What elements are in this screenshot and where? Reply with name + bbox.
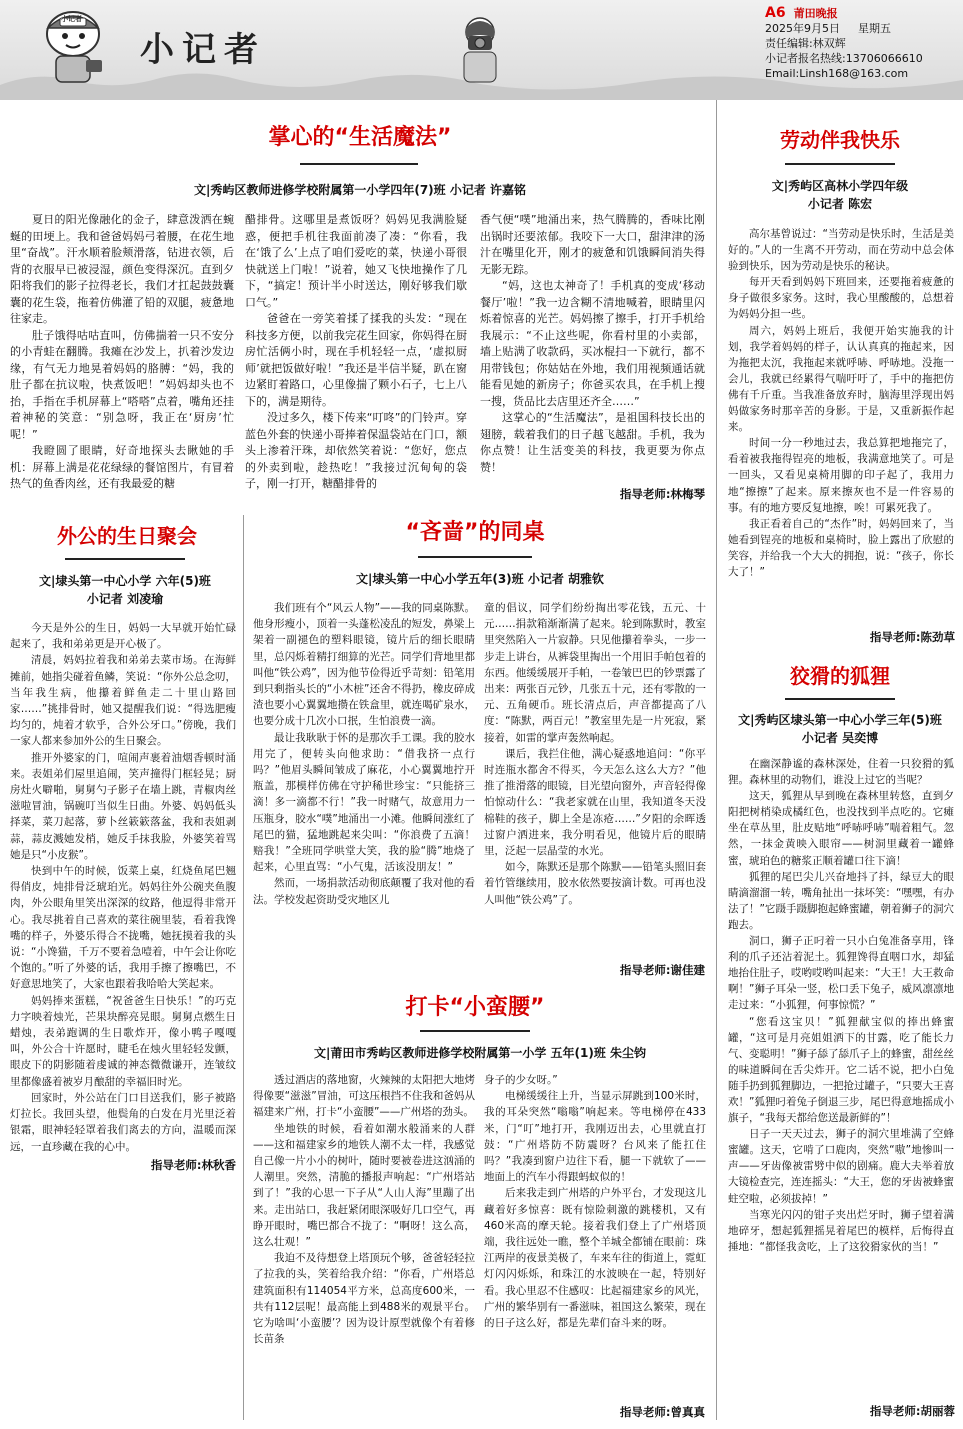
byline-school: 文|埭头第一中心小学 六年(5)班 [39, 574, 211, 588]
article-byline: 文|秀屿区教师进修学校附属第一小学四年(7)班 小记者 许嘉铭 [193, 183, 527, 197]
article-byline [722, 177, 958, 213]
paragraph: 清晨，妈妈拉着我和弟弟去菜市场。在海鲜摊前，她指尖碰着鱼鳞，笑说：“你外公总念叨，当年我生病，他攥着鲜鱼走二十里山路回家……”挑排骨时，她又提醒我们说：“得选肥瘦均匀的，炖着才软乎，合外公牙口。”傍晚，我们一家人都来参加外公的生日聚会。 [10, 654, 236, 748]
hotline: 小记者报名热线:13706066610 [765, 52, 923, 65]
article-column [10, 212, 234, 502]
byline-author: 小记者 陈宏 [807, 197, 873, 211]
paragraph: 这掌心的“生活魔法”，是祖国科技长出的翅膀，载着我们的日子越飞越甜。手机，我为你点赞！让生活变美的科技，我更要为你点赞！ [480, 411, 705, 474]
title-rule [785, 698, 895, 700]
guide-teacher: 指导老师:胡丽蓉 [869, 1404, 955, 1418]
paragraph: 我瞪圆了眼睛，好奇地探头去瞅她的手机：屏幕上满是花花绿绿的餐馆图片，有冒着热气的鱼香肉丝，还有我最爱的糖 [10, 444, 234, 490]
article-column [10, 620, 236, 1420]
article-column [484, 1072, 706, 1402]
paragraph: 每开天看到妈妈下班回来，还要拖着疲惫的身子做很多家务。这时，我心里酸酸的，总想着为妈妈分担一些。 [728, 276, 954, 321]
paragraph: 洞口，狮子正叼着一只小白兔准备享用，锋利的爪子还沾着泥土。狐狸馋得直咽口水，却猛地抬住肚子，哎哟哎哟叫起来：“大王！大王救命啊！”狮子耳朵一竖，松口丢下兔子，威风凛凛地走过来：“小狐狸，何事惊慌？” [728, 935, 954, 1012]
title-rule [785, 163, 895, 165]
title-rule [300, 163, 418, 165]
paragraph: 我正看着自己的“杰作”时，妈妈回来了，当她看到锃亮的地板和桌椅时，脸上露出了欣慰的笑容，并给我一个大大的拥抱，说：“孩子，你长大了！” [728, 517, 954, 578]
paragraph: 香气便“噗”地涌出来，热气腾腾的，香味比刚出锅时还要浓郁。我咬下一大口，甜津津的汤汁在嘴里化开，刚才的疲惫和饥饿瞬间消失得无影无踪。 [480, 213, 705, 276]
photographer-girl-illustration [450, 14, 510, 86]
mascot-badge: 小记者 [61, 15, 82, 23]
paragraph: 后来我走到广州塔的户外平台，才发现这儿藏着好多惊喜：既有惊险刺激的跳楼机，又有460米高的摩天轮。接着我们登上了广州塔顶端，我往远处一瞧，整个羊城全都铺在眼前：珠江两岸的夜景美极了，车来车往的街道上，霓虹灯闪闪烁烁，和珠江的水波映在一起，特别好看。我心里忍不住感叹：比起福建家乡的风光，广州的繁华别有一番滋味，祖国这么繁荣，现在的日子这么好，都是先辈们奋斗来的呀。 [484, 1187, 706, 1330]
article-title: 狡猾的狐狸 [790, 664, 890, 688]
paragraph: 狐狸的尾巴尖儿兴奋地抖了抖，绿豆大的眼睛滴溜溜一转，嘴角扯出一抹坏笑：“嘿嘿，有办法了！”它蹑手蹑脚抱起蜂蜜罐，朝着狮子的洞穴跑去。 [728, 870, 954, 931]
issue-weekday: 星期五 [858, 22, 891, 35]
article-byline [722, 711, 958, 747]
paragraph: 醋排骨。这哪里是煮饭呀？妈妈见我满脸疑惑，便把手机往我面前凑了凑：“你看，我在‘饿了么’上点了咱们爱吃的菜，快递小哥很快就送上门啦！”说着，她又飞快地操作了几下，“搞定！预计半小时送达，刚好够我们歇口气。” [245, 213, 467, 309]
guide-teacher: 指导老师:曾真真 [619, 1405, 705, 1419]
byline-author: 小记者 吴奕博 [801, 731, 879, 745]
paragraph: “您看这宝贝！”狐狸献宝似的捧出蜂蜜罐，“这可是月亮姐姐洒下的甘露，吃了能长力气、变聪明！”狮子舔了舔爪子上的蜂蜜，甜丝丝的味道瞬间在舌尖炸开。它二话不说，把小白兔随手扔到狐狸脚边，一把抢过罐子，“只要大王喜欢！”狐狸叼着兔子倒退三步，尾巴得意地摇成小旗子，“我每天都给您送最新鲜的”！ [728, 1015, 954, 1125]
paragraph: 当寒光闪闪的钳子夹出烂牙时，狮子望着满地碎牙，想起狐狸摇晃着尾巴的模样，后悔得直捶地：“都怪我贪吃，上了这狡猾家伙的当！” [728, 1208, 954, 1253]
byline-author: 小记者 刘凌瑜 [86, 592, 164, 606]
paragraph: 在幽深静谧的森林深处，住着一只狡猾的狐狸。森林里的动物们，谁没上过它的当呢？ [728, 758, 954, 787]
editor: 责任编辑:林双辉 [765, 37, 846, 50]
article-column [728, 226, 954, 628]
article-title: 掌心的“生活魔法” [268, 125, 452, 150]
paragraph: 课后，我拦住他，满心疑惑地追问：“你平时连瓶水都舍不得买，今天怎么这么大方？”他推了推滑落的眼镜，目光望向窗外，声音轻得像怕惊动什么：“我老家就在山里，我知道冬天没棉鞋的孩子，脚上全是冻疮……”夕阳的余晖透过窗户洒进来，我分明看见，他镜片后的眼睛里，泛起一层晶莹的水光。 [484, 747, 706, 858]
paragraph: 快到中午的时候，饭菜上桌，红烧鱼尾巴翘得俏皮，炖排骨泛琥珀光。妈妈往外公碗夹鱼腹肉，外公眼角里笑出深深的纹路，他逗得非常开心。我尽挑着自己喜欢的菜往碗里装，看着我馋嘴的样子，外婆乐得合不拢嘴，她抚摸着我的头说：“小馋猫，千万不要着急噎着，中午会让你吃个饱的。”听了外婆的话，我用手擦了擦嘴巴，不好意思地笑了，大家也跟着我哈哈大笑起来。 [10, 865, 236, 991]
paragraph: 这天，狐狸从早到晚在森林里转悠，直到夕阳把树梢染成橘红色，也没找到半点吃的。它瘫坐在草丛里，肚皮贴地“呼哧呼哧”喘着粗气。忽然，一抹金黄映入眼帘——树洞里藏着一罐蜂蜜，琥珀色的糖浆正顺着罐口往下滴！ [728, 790, 954, 867]
paragraph: 高尔基曾说过：“当劳动是快乐时，生活是美好的。”人的一生离不开劳动，而在劳动中总会体验到快乐，因为劳动是快乐的秘诀。 [728, 228, 954, 273]
article-column [245, 212, 467, 502]
paragraph: 回家时，外公站在门口目送我们，影子被路灯拉长。我回头望，他鬓角的白发在月光里泛着银霜，眼神轻轻罩着我们离去的方向，温暖而深远，一直珍藏在我的心中。 [10, 1091, 236, 1153]
article-column [480, 212, 705, 484]
paragraph: 今天是外公的生日，妈妈一大早就开始忙碌起来了，我和弟弟更是开心极了。 [10, 622, 236, 651]
article-column [253, 600, 475, 975]
paragraph: 爸爸在一旁笑着揉了揉我的头发：“现在科技多方便，以前我完花生回家，你妈得在厨房忙活俩小时，现在手机轻轻一点，‘虚拟厨师’就把饭做好啦！”我还是半信半疑，趴在窗边紧盯着路口，心里像揣了颗小石子，七上八下的，满是期待。 [245, 312, 467, 408]
paragraph: 没过多久，楼下传来“叮咚”的门铃声。穿蓝色外套的快递小哥捧着保温袋站在门口，额头上渗着汗珠，却依然笑着说：“您好，您点的外卖到啦，趁热吃！”我接过沉甸甸的袋子，刚一打开，糖醋排骨的 [245, 411, 467, 490]
paragraph: 夏日的阳光像融化的金子，肆意泼洒在蜿蜒的田埂上。我和爸爸妈妈弓着腰，在花生地里“奋战”。汗水顺着脸颊滑落，钻进衣领，后背的衣服早已被浸湿，颜色变得深沉。直到夕阳将我们的影子拉得老长，我们才扛起鼓鼓囊囊的花生袋，拖着仿佛灌了铅的双腿，疲惫地往家走。 [10, 213, 234, 325]
paragraph: 透过酒店的落地窗，火辣辣的太阳把大地烤得像要“滋滋”冒油，可这压根挡不住我和爸妈从福建来广州，打卡“小蛮腰”——广州塔的劲头。 [253, 1074, 475, 1119]
paragraph: “妈，这也太神奇了！手机真的变成‘移动餐厅’啦！”我一边含糊不清地喊着，眼睛里闪烁着惊喜的光芒。妈妈擦了擦手，打开手机给我展示：“不止这些呢，你看村里的小卖部，墙上贴满了收款码，买冰棍扫一下就行，都不用带钱包；你姑姑在外地，我们用视频通话就能看见她的新房子；你爸买农具，在手机上搜一搜，货品比去店里还齐全……” [480, 279, 705, 408]
guide-teacher: 指导老师:陈劲草 [869, 630, 955, 644]
title-rule [65, 558, 185, 560]
page-header [0, 0, 963, 91]
paragraph: 身子的少女呀。” [484, 1074, 558, 1086]
paragraph: 我们班有个“风云人物”——我的同桌陈默。他身形瘦小，顶着一头蓬松凌乱的短发，鼻梁上架着一副褪色的塑料眼镜，镜片后的细长眼睛里，总闪烁着精打细算的光芒。同学们背地里都叫他“铁公鸡”，因为他节俭得近乎苛刻：铅笔用到只剩指头长的“小木桩”还舍不得扔，橡皮碎成渣也要小心翼翼地攒在铁盒里，就连喝矿泉水，也要分成十几次小口抿，生怕浪费一滴。 [253, 602, 475, 728]
page-number: A6 [765, 5, 786, 21]
paragraph: 日子一天天过去，狮子的洞穴里堆满了空蜂蜜罐。这天，它啃了口鹿肉，突然“嗷”地惨叫一声——牙齿像被雷劈中似的剧痛。鹿大夫举着放大镜检查完，连连摇头：“大王，您的牙齿被蜂蜜蛀空啦，必须拔掉！” [728, 1128, 954, 1205]
title-rule [418, 556, 532, 558]
article-column [484, 600, 706, 960]
paragraph: 如今，陈默还是那个陈默——铅笔头照旧套着竹管继续用，胶水依然要按滴计数。可再也没人叫他“铁公鸡”了。 [484, 861, 706, 906]
paragraph: 肚子饿得咕咕直叫，仿佛揣着一只不安分的小青蛙在翻腾。我瘫在沙发上，扒着沙发边缘，有气无力地晃着妈妈的胳膊：“妈，我的肚子都在抗议啦，快煮饭吧！”妈妈却头也不抬，手指在手机屏幕上“嗒嗒”点着，嘴角还挂着神秘的笑意：“别急呀，我正在‘厨房’忙呢！” [10, 328, 234, 441]
article-title: 劳动伴我快乐 [780, 128, 900, 152]
article-title: 外公的生日聚会 [57, 524, 197, 548]
article-byline: 文|埭头第一中心小学五年(3)班 小记者 胡雅钦 [355, 572, 605, 586]
byline-school: 文|秀屿区高林小学四年级 [771, 179, 909, 193]
header-info [765, 6, 961, 81]
paragraph: 妈妈捧来蛋糕，“祝爸爸生日快乐！”的巧克力字映着烛光，芒果块醉亮晃眼。舅舅点燃生日蜡烛，表弟跑调的生日歌炸开，像小鸭子嘎嘎叫，外公合十许愿时，睫毛在烛火里轻轻发颤，眼皮下的阴影随着虔诚的神态微微谦开，连皱纹里都像盛着被岁月酿甜的幸福旧时光。 [10, 994, 236, 1088]
paragraph: 电梯缓缓往上升，当显示屏跳到100米时，我的耳朵突然“嗡嗡”响起来。等电梯停在433米，门“叮”地打开，我刚迈出去，心里就直打鼓：“广州塔防不防震呀？台风来了能扛住吗？”我凑到窗户边往下看，腿一下就软了——地面上的汽车小得跟蚂蚁似的！ [484, 1090, 706, 1184]
paragraph: 推开外婆家的门，喧闹声裹着油烟香顿时涌来。表姐弟们屋里追闹，笑声撞得门框轻晃；厨房灶火噼啪，舅舅勺子影子在墙上跳，青椒肉丝滋啦冒油，锅碗叮当似生日曲。外婆、妈妈低头择菜，菜刀起落，萝卜丝簌簌落盆，我和表姐剥蒜，蒜皮溅她发梢，她反手抹我脸，外婆笑着骂她是只“小皮猴”。 [10, 751, 236, 861]
paragraph: 童的倡议，同学们纷纷掏出零花钱，五元、十元……捐款箱渐渐满了起来。轮到陈默时，教室里突然陷入一片寂静。只见他攥着拳头，一步一步走上讲台，从裤袋里掏出一个用旧手帕包着的东西。他缓缓展开手帕，一卷皱巴巴的钞票露了出来：两张百元钞，几张五十元，还有零散的一元、五角硬币。班长清点后，声音都提高了八度：“陈默，两百元！”教室里先是一片死寂，紧接着，如雷的掌声轰然响起。 [484, 602, 706, 744]
paragraph: 然而，一场捐款活动彻底颠覆了我对他的看法。学校发起资助受灾地区儿 [253, 877, 475, 906]
article-byline [10, 572, 240, 608]
paper-name: 莆田晚报 [793, 7, 838, 20]
column-title: 小记者 [140, 30, 266, 70]
paragraph: 周六，妈妈上班后，我便开始实施我的计划，我学着妈妈的样子，认认真真的拖起来，因为拖把太沉，我拖起来就呼哧、呼哧地。没拖一会儿，我就已经累得气喘吁吁了，手中的拖把仿佛有千斤重。当我准备放弃时，脑海里浮现出妈妈做家务时那辛苦的身影。于是，又重新振作起来。 [728, 324, 954, 434]
column-divider [716, 100, 717, 1420]
byline-school: 文|秀屿区埭头第一中心小学三年(5)班 [738, 713, 942, 727]
guide-teacher: 指导老师:林秋香 [150, 1157, 236, 1172]
article-column [253, 1072, 475, 1417]
article-byline: 文|莆田市秀屿区教师进修学校附属第一小学 五年(1)班 朱尘钧 [313, 1046, 647, 1060]
article-column [728, 756, 954, 1401]
guide-teacher: 指导老师:林梅琴 [619, 487, 705, 501]
paragraph: 坐地铁的时候，看着如潮水般涌来的人群——这和福建家乡的地铁人潮不太一样，我感觉自己像一片小小的树叶，随时要被卷进这汹涌的人潮里。突然，清脆的播报声响起：“广州塔站到了！”我的心思一下子从“人山人海”里蹦了出来。走出站口，我赶紧闭眼深吸好几口空气，再睁开眼时，嘴巴都合不拢了：“啊呀！这么高，这么壮观！” [253, 1122, 475, 1249]
article-title: “吝啬”的同桌 [405, 520, 545, 545]
column-divider [243, 515, 244, 1420]
issue-date: 2025年9月5日 [765, 22, 840, 35]
paragraph: 最让我耿耿于怀的是那次手工课。我的胶水用完了，便转头向他求助：“借我挤一点行吗？”他眉头瞬间皱成了麻花，小心翼翼地拧开瓶盖，那模样仿佛在守护稀世珍宝：“只能挤三滴！多一滴都不行！”我一时赌气，故意用力一压瓶身，胶水“噗”地涌出一小滩。他瞬间涨红了尾巴的猫，猛地跳起来尖叫：“你浪费了五滴！赔我！”全班同学哄堂大笑，我的脸“腾”地烧了起来，心里直骂：“小气鬼，活该没朋友！” [253, 731, 475, 874]
title-rule [420, 1030, 530, 1032]
paragraph: 时间一分一秒地过去，我总算把地拖完了，看着被我拖得锃亮的地板，我满意地笑了。可是一回头，又看见桌椅用脚的印子起了，我用力地“擦擦”了起来。原来擦灰也不是一件容易的事。有的地方要反复地擦，唉！可累死我了。 [728, 437, 954, 514]
email: Email:Linsh168@163.com [765, 67, 909, 80]
guide-teacher: 指导老师:谢佳建 [619, 963, 705, 977]
paragraph: 我迫不及待想登上塔顶玩个够，爸爸轻轻拉了拉我的头，笑着给我介绍：“你看，广州塔总建筑面积有114054平方米，总高度600米，一共有112层呢！最高能上到488米的观景平台。它为啥叫‘小蛮腰’？因为设计原型就像个有着修长苗条 [253, 1252, 475, 1346]
article-title: 打卡“小蛮腰” [405, 995, 545, 1020]
